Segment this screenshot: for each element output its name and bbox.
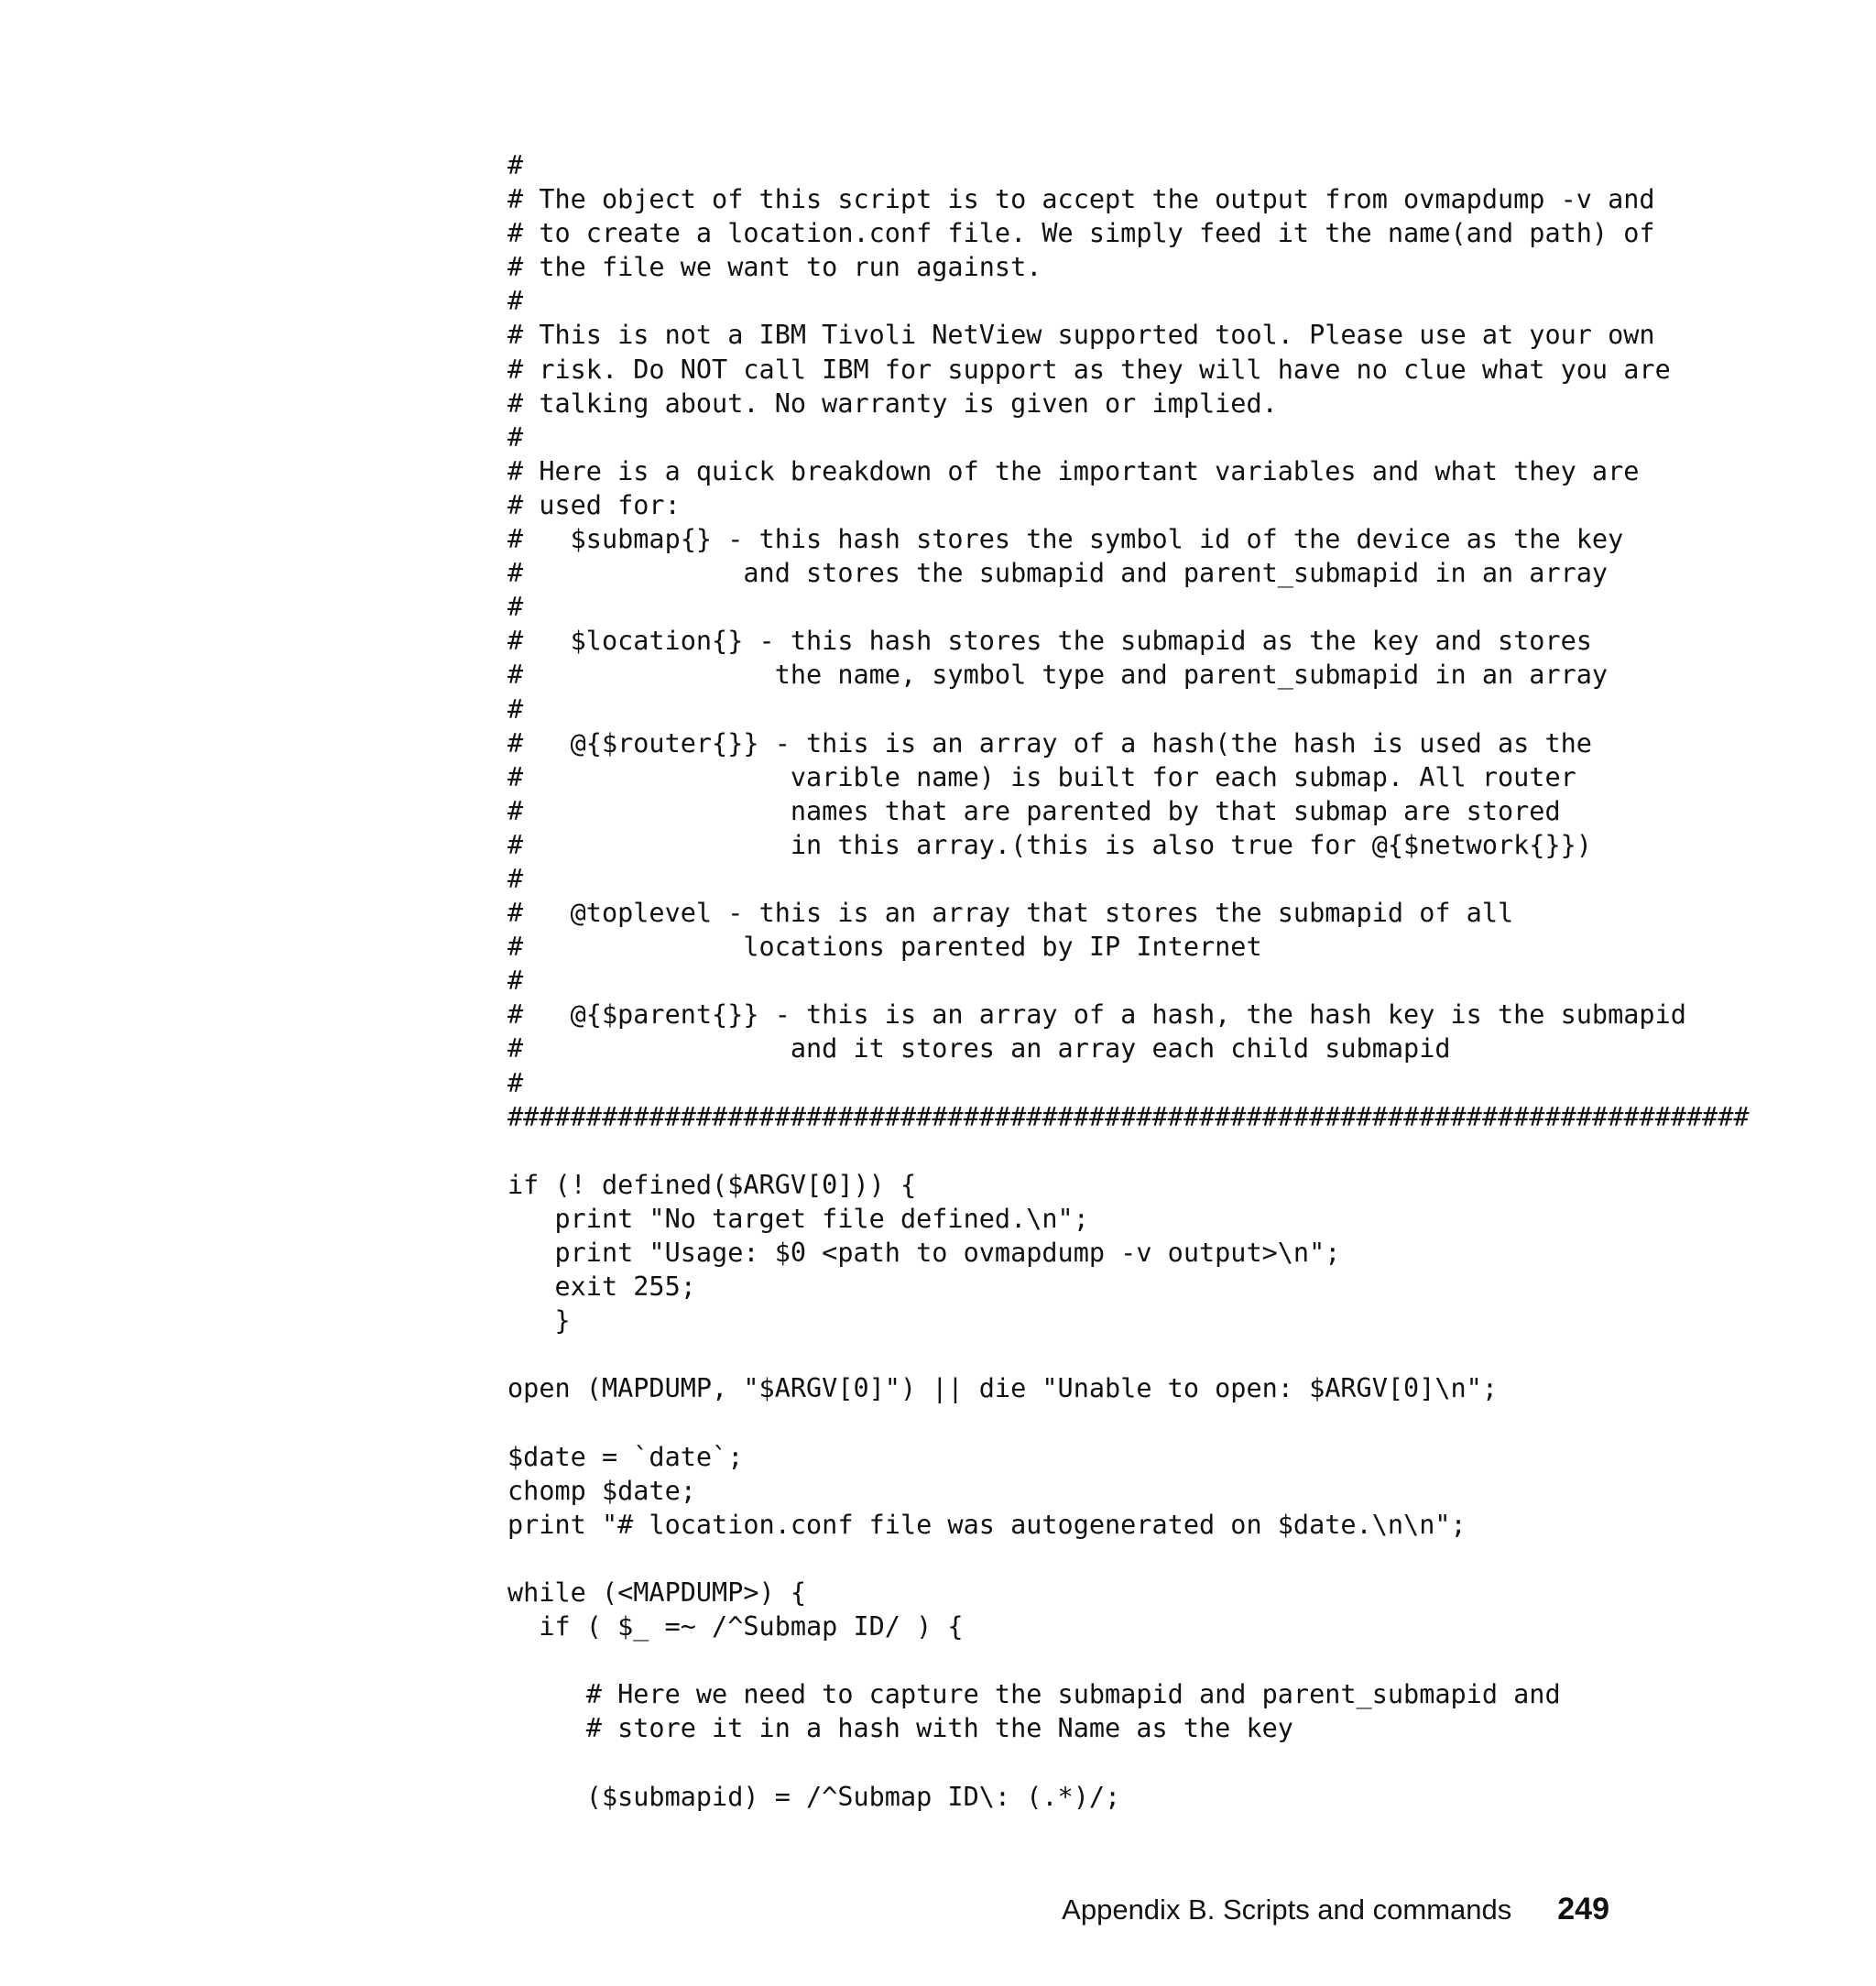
code-line: # Here is a quick breakdown of the important variables and what they are xyxy=(507,455,1640,486)
code-line: chomp $date; xyxy=(507,1475,696,1506)
code-line: # @{$parent{}} - this is an array of a hash, the hash key is the submapid xyxy=(507,999,1686,1031)
code-line: # @toplevel - this is an array that stores the submapid of all xyxy=(507,898,1514,929)
code-line: # The object of this script is to accept the output from ovmapdump -v and xyxy=(507,184,1655,215)
code-line xyxy=(507,1134,1845,1168)
code-line: ($submapid) = /^Submap ID\: (.*)/; xyxy=(507,1781,1121,1812)
code-line: print "# location.conf file was autogenerated on $date.\n\n"; xyxy=(507,1509,1467,1540)
code-line: # locations parented by IP Internet xyxy=(507,932,1262,963)
code-line: exit 255; xyxy=(507,1271,696,1303)
code-line: # the file we want to run against. xyxy=(507,252,1042,283)
code-line: # $location{} - this hash stores the submapid as the key and stores xyxy=(507,626,1592,657)
code-line: # and it stores an array each child submapid xyxy=(507,1033,1451,1064)
code-line xyxy=(507,1745,1845,1779)
code-line: # risk. Do NOT call IBM for support as they will have no clue what you are xyxy=(507,354,1671,385)
page-footer xyxy=(1062,1892,1609,1937)
code-line: if ( $_ =~ /^Submap ID/ ) { xyxy=(507,1611,964,1642)
code-line: ############################################################################### xyxy=(507,1101,1750,1132)
code-line: # This is not a IBM Tivoli NetView supported tool. Please use at your own xyxy=(507,320,1655,351)
code-line: if (! defined($ARGV[0])) { xyxy=(507,1169,917,1200)
code-line xyxy=(507,1542,1845,1576)
code-line: # xyxy=(507,863,524,894)
code-line: # xyxy=(507,421,524,453)
code-line: # to create a location.conf file. We simply feed it the name(and path) of xyxy=(507,218,1655,249)
code-line xyxy=(507,1405,1845,1439)
code-line: # xyxy=(507,592,524,623)
code-line: open (MAPDUMP, "$ARGV[0]") || die "Unable to open: $ARGV[0]\n"; xyxy=(507,1373,1498,1404)
code-line: # xyxy=(507,150,524,180)
code-listing xyxy=(507,148,1845,1814)
code-line: # @{$router{}} - this is an array of a hash(the hash is used as the xyxy=(507,727,1592,758)
code-line: # xyxy=(507,1067,524,1098)
code-line: # xyxy=(507,966,524,997)
code-line: print "Usage: $0 <path to ovmapdump -v output>\n"; xyxy=(507,1238,1341,1268)
code-line: # names that are parented by that submap are stored xyxy=(507,795,1561,826)
code-line: # used for: xyxy=(507,489,681,520)
code-line: # varible name) is built for each submap. All router xyxy=(507,761,1576,792)
code-line: # and stores the submapid and parent_submapid in an array xyxy=(507,558,1609,589)
code-line: # xyxy=(507,693,524,725)
code-line: # xyxy=(507,286,524,317)
code-line: # Here we need to capture the submapid and parent_submapid and xyxy=(507,1679,1561,1710)
code-line: print "No target file defined.\n"; xyxy=(507,1203,1089,1234)
footer-section-title: Appendix B. Scripts and commands xyxy=(1062,1893,1512,1926)
code-line: } xyxy=(507,1305,571,1337)
code-line xyxy=(507,1337,1845,1371)
code-line: # $submap{} - this hash stores the symbol id of the device as the key xyxy=(507,524,1624,555)
code-line: while (<MAPDUMP>) { xyxy=(507,1577,807,1608)
code-line: # the name, symbol type and parent_submapid in an array xyxy=(507,660,1609,691)
code-line: $date = `date`; xyxy=(507,1441,744,1472)
code-line xyxy=(507,1643,1845,1677)
page-number: 249 xyxy=(1557,1892,1609,1926)
code-line: # store it in a hash with the Name as the key xyxy=(507,1713,1293,1744)
code-line: # talking about. No warranty is given or implied. xyxy=(507,387,1278,419)
code-line: # in this array.(this is also true for @{$network{}}) xyxy=(507,829,1592,860)
